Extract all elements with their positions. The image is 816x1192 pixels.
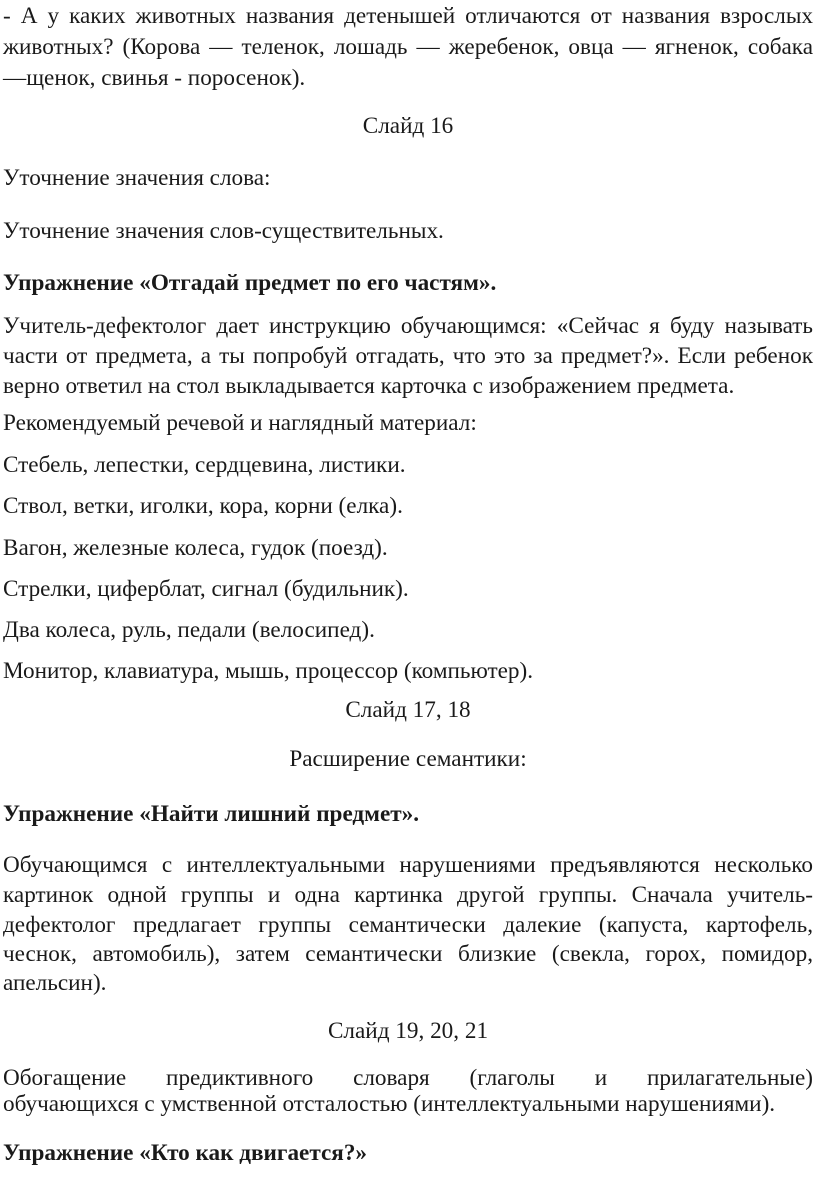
exercise-guess-instruction-line-2: части от предмета, а ты попробуй отгадать, что это за предмет?». Если ребенок xyxy=(3,343,813,369)
recommended-material-label: Рекомендуемый речевой и наглядный материал: xyxy=(3,410,477,436)
exercise-movement-title: Упражнение «Кто как двигается?» xyxy=(3,1140,368,1166)
exercise-find-odd-line-1: Обучающимся с интеллектуальными нарушениями предъявляются несколько xyxy=(3,852,813,878)
material-item: Два колеса, руль, педали (велосипед). xyxy=(3,617,375,643)
clarify-word-heading: Уточнение значения слова: xyxy=(3,165,271,191)
slide-19-21-label: Слайд 19, 20, 21 xyxy=(327,1018,489,1044)
material-item: Вагон, железные колеса, гудок (поезд). xyxy=(3,535,388,561)
exercise-find-odd-line-2: картинок одной группы и одна картинка другой группы. Сначала учитель- xyxy=(3,882,813,908)
clarify-nouns-text: Уточнение значения слов-существительных. xyxy=(3,218,444,244)
exercise-guess-instruction-line-1: Учитель-дефектолог дает инструкцию обучающимся: «Сейчас я буду называть xyxy=(3,313,813,339)
exercise-find-odd-line-5: апельсин). xyxy=(3,970,107,996)
intro-paragraph-line-3: —щенок, свинья - поросенок). xyxy=(3,65,306,91)
slide-16-label: Слайд 16 xyxy=(362,113,454,139)
semantics-expansion-heading: Расширение семантики: xyxy=(289,746,527,772)
exercise-find-odd-title: Упражнение «Найти лишний предмет». xyxy=(3,801,420,827)
material-item: Ствол, ветки, иголки, кора, корни (елка). xyxy=(3,493,403,519)
exercise-find-odd-line-3: дефектолог предлагает группы семантически далекие (капуста, картофель, xyxy=(3,912,813,938)
enrichment-line-1: Обогащение предиктивного словаря (глаголы и прилагательные) xyxy=(3,1065,813,1091)
material-item: Монитор, клавиатура, мышь, процессор (компьютер). xyxy=(3,658,534,684)
intro-paragraph-line-1: - А у каких животных названия детенышей отличаются от названия взрослых xyxy=(3,3,813,29)
intro-paragraph-line-2: животных? (Корова — теленок, лошадь — жеребенок, овца — ягненок, собака xyxy=(3,34,813,60)
exercise-guess-instruction-line-3: верно ответил на стол выкладывается карточка с изображением предмета. xyxy=(3,373,735,399)
enrichment-line-2: обучающихся с умственной отсталостью (интеллектуальными нарушениями). xyxy=(3,1091,776,1117)
material-item: Стебель, лепестки, сердцевина, листики. xyxy=(3,452,406,478)
exercise-guess-object-title: Упражнение «Отгадай предмет по его частям». xyxy=(3,270,497,296)
exercise-find-odd-line-4: чеснок, автомобиль), затем семантически близкие (свекла, горох, помидор, xyxy=(3,941,813,967)
material-item: Стрелки, циферблат, сигнал (будильник). xyxy=(3,576,409,602)
slide-17-18-label: Слайд 17, 18 xyxy=(345,697,471,723)
